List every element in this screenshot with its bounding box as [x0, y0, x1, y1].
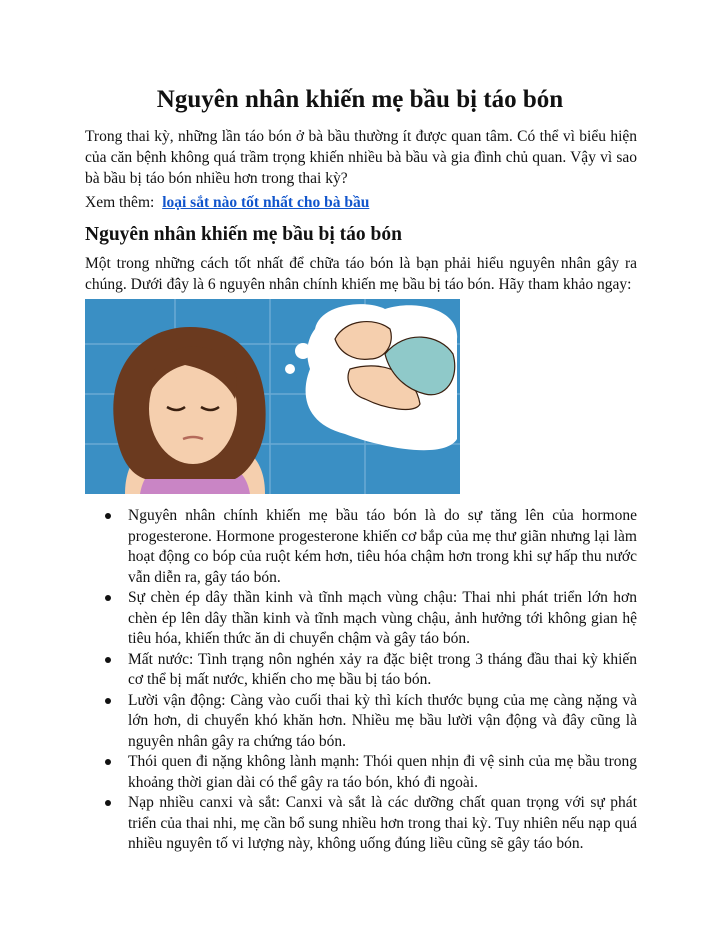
page-title: Nguyên nhân khiến mẹ bầu bị táo bón	[156, 86, 564, 113]
bullet-icon	[105, 657, 111, 663]
bullet-icon	[105, 698, 111, 704]
list-item-text: Lười vận động: Càng vào cuối thai kỳ thì kích thước bụng của mẹ càng nặng và lớn hơn, di chuyển khó khăn hơn. Nhiều mẹ bầu lười vận động và đây cũng là nguyên nhân gây ra chứng táo bón.	[128, 691, 637, 750]
list-item-text: Thói quen đi nặng không lành mạnh: Thói quen nhịn đi vệ sinh của mẹ bầu trong khoảng thời gian dài có thể gây ra táo bón, khó đi ngoài.	[128, 753, 637, 791]
see-also-line	[85, 192, 369, 213]
intro-paragraph: Trong thai kỳ, những lần táo bón ở bà bầu thường ít được quan tâm. Có thể vì biểu hiện của căn bệnh không quá trầm trọng khiến nhiều bà bầu và gia đình chủ quan. Vậy vì sao bà bầu bị táo bón nhiều hơn trong thai kỳ?	[85, 128, 637, 187]
section-intro-paragraph: Một trong những cách tốt nhất để chữa táo bón là bạn phải hiểu nguyên nhân gây ra chúng. Dưới đây là 6 nguyên nhân chính khiến mẹ bầu bị táo bón. Hãy tham khảo ngay:	[85, 255, 637, 293]
bullet-icon	[105, 595, 111, 601]
list-item	[85, 752, 637, 793]
section-heading: Nguyên nhân khiến mẹ bầu bị táo bón	[85, 224, 402, 245]
bullet-icon	[105, 513, 111, 519]
see-also-label: Xem thêm:	[85, 194, 155, 211]
list-item-text: Nguyên nhân chính khiến mẹ bầu táo bón là do sự tăng lên của hormone progesterone. Hormone progesterone khiến cơ bắp của mẹ thư giãn nhưng lại làm hoạt động co bóp của ruột kém hơn, tiêu hóa chậm hơn trong khi sự hấp thu nước vẫn diễn ra, gây táo bón.	[128, 507, 637, 586]
list-item	[85, 588, 637, 650]
list-item-text: Sự chèn ép dây thần kinh và tĩnh mạch vùng chậu: Thai nhi phát triển lớn hơn chèn ép lên dây thần kinh và tĩnh mạch vùng chậu, ảnh hưởng tới không gian hệ tiêu hóa, khiến thức ăn di chuyển chậm và gây táo bón.	[128, 589, 637, 647]
bullet-icon	[105, 800, 111, 806]
list-item	[85, 506, 637, 588]
list-item-text: Mất nước: Tình trạng nôn nghén xảy ra đặc biệt trong 3 tháng đầu thai kỳ khiến cơ thể bị mất nước, khiến cho mẹ bầu bị táo bón.	[128, 650, 637, 688]
list-item	[85, 691, 637, 753]
bullet-icon	[105, 759, 111, 765]
see-also-link[interactable]: loại sắt nào tốt nhất cho bà bầu	[162, 194, 370, 211]
list-item-text: Nạp nhiều canxi và sắt: Canxi và sắt là các dưỡng chất quan trọng với sự phát triển của thai nhi, mẹ cần bổ sung nhiều hơn trong thai kỳ. Tuy nhiên nếu nạp quá nhiều nguyên tố vi lượng này, không uống đúng liều cũng sẽ gây táo bón.	[128, 794, 637, 852]
constipation-illustration	[85, 299, 460, 494]
list-item	[85, 793, 637, 855]
list-item	[85, 650, 637, 691]
causes-list	[85, 506, 637, 855]
